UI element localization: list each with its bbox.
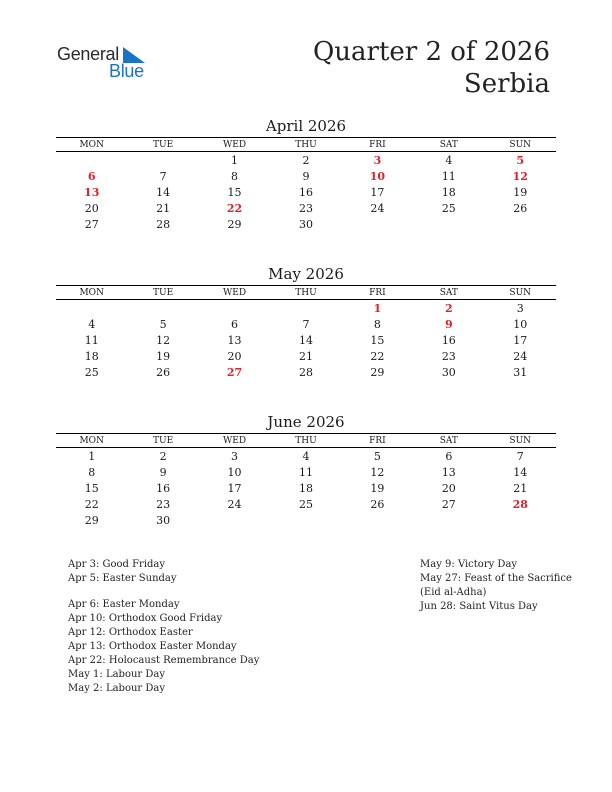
day-cell: 21: [156, 201, 171, 215]
day-cell: 14: [513, 465, 528, 479]
day-cell: 30: [441, 365, 456, 379]
holiday-note: May 9: Victory Day: [420, 559, 518, 570]
day-cell: 29: [370, 365, 385, 379]
day-cell: 25: [298, 497, 313, 511]
day-cell: 31: [513, 365, 528, 379]
day-cell: 7: [159, 169, 167, 183]
day-cell: 27: [441, 497, 456, 511]
week-row: [56, 316, 556, 332]
weekday-header: MON: [79, 435, 104, 446]
day-cell: 3: [231, 449, 239, 463]
holiday-note: Apr 5: Easter Sunday: [68, 573, 177, 584]
week-row: [56, 152, 556, 168]
day-cell: 24: [227, 497, 242, 511]
day-cell: 23: [441, 349, 456, 363]
day-cell: 6: [445, 449, 453, 463]
day-cell: 16: [156, 481, 171, 495]
day-cell: 15: [227, 185, 242, 199]
week-row: [56, 364, 556, 380]
logo-word-blue: Blue: [109, 61, 144, 81]
holiday-note: May 2: Labour Day: [68, 683, 165, 694]
day-cell: 13: [441, 465, 456, 479]
day-cell: 12: [156, 333, 171, 347]
weekday-header: FRI: [369, 435, 386, 446]
day-cell: 4: [445, 153, 453, 167]
day-cell: 20: [227, 349, 242, 363]
weekday-header: WED: [223, 435, 247, 446]
day-cell: 10: [513, 317, 528, 331]
page-title: [313, 36, 550, 100]
weekday-header: THU: [295, 139, 317, 150]
month-may: [56, 265, 556, 380]
week-row: [56, 200, 556, 216]
weekday-header: TUE: [153, 139, 174, 150]
day-cell: 14: [156, 185, 171, 199]
month-name: June 2026: [267, 413, 345, 431]
day-cell: 20: [84, 201, 99, 215]
day-cell: 1: [88, 449, 96, 463]
day-cell: 28: [156, 217, 171, 231]
day-cell: 23: [298, 201, 313, 215]
holiday-note: Apr 22: Holocaust Remembrance Day: [68, 655, 260, 666]
day-cell: 6: [231, 317, 239, 331]
weekday-header: THU: [295, 435, 317, 446]
week-row: [56, 464, 556, 480]
day-cell: 8: [373, 317, 381, 331]
day-cell: 8: [88, 465, 96, 479]
day-cell: 25: [441, 201, 456, 215]
day-cell: 4: [88, 317, 96, 331]
day-cell: 22: [84, 497, 99, 511]
holiday-list-left: [68, 558, 259, 696]
day-cell: 24: [513, 349, 528, 363]
weekday-header: FRI: [369, 287, 386, 298]
holiday-note: Apr 12: Orthodox Easter: [68, 627, 193, 638]
day-cell: 22: [370, 349, 385, 363]
day-cell: 29: [227, 217, 242, 231]
month-name: April 2026: [265, 117, 347, 135]
day-cell: 9: [159, 465, 167, 479]
week-row: [56, 168, 556, 184]
holiday-day-cell: 1: [373, 301, 382, 315]
weekday-header: MON: [79, 287, 104, 298]
weekday-header: THU: [295, 287, 317, 298]
holiday-note: Apr 10: Orthodox Good Friday: [68, 613, 223, 624]
day-cell: 26: [370, 497, 385, 511]
week-row: [56, 332, 556, 348]
holiday-day-cell: 9: [444, 317, 453, 331]
week-row: [56, 216, 556, 232]
week-row: [56, 300, 556, 316]
month-june: [56, 413, 556, 528]
holiday-note: May 1: Labour Day: [68, 669, 165, 680]
weekday-header: TUE: [153, 287, 174, 298]
day-cell: 5: [159, 317, 167, 331]
holiday-day-cell: 3: [373, 153, 382, 167]
weekday-header: TUE: [153, 435, 174, 446]
weekday-header: WED: [223, 139, 247, 150]
general-blue-logo: [57, 44, 157, 84]
day-cell: 16: [298, 185, 313, 199]
day-cell: 1: [231, 153, 239, 167]
weekday-header: SAT: [439, 139, 458, 150]
day-cell: 18: [298, 481, 313, 495]
day-cell: 9: [302, 169, 310, 183]
holiday-note: May 27: Feast of the Sacrifice: [420, 573, 572, 584]
weekday-header-row: [56, 137, 556, 152]
holiday-day-cell: 13: [84, 185, 100, 199]
month-name: May 2026: [268, 265, 344, 283]
day-cell: 16: [441, 333, 456, 347]
holiday-note: Apr 13: Orthodox Easter Monday: [68, 641, 237, 652]
day-cell: 26: [156, 365, 171, 379]
day-cell: 14: [298, 333, 313, 347]
day-cell: 19: [513, 185, 528, 199]
day-cell: 17: [227, 481, 242, 495]
day-cell: 10: [227, 465, 242, 479]
holiday-day-cell: 5: [516, 153, 525, 167]
day-cell: 11: [298, 465, 313, 479]
day-cell: 3: [516, 301, 524, 315]
holiday-day-cell: 6: [87, 169, 96, 183]
day-cell: 28: [298, 365, 313, 379]
day-cell: 2: [159, 449, 167, 463]
day-cell: 7: [302, 317, 310, 331]
logo-word-general: General: [57, 44, 119, 64]
weekday-header: MON: [79, 139, 104, 150]
day-cell: 25: [84, 365, 99, 379]
day-cell: 30: [298, 217, 313, 231]
day-cell: 11: [441, 169, 456, 183]
holiday-note: Apr 6: Easter Monday: [68, 599, 180, 610]
weekday-header: SAT: [439, 287, 458, 298]
day-cell: 12: [370, 465, 385, 479]
day-cell: 27: [84, 217, 99, 231]
holiday-day-cell: 28: [512, 497, 528, 511]
week-row: [56, 184, 556, 200]
day-cell: 18: [84, 349, 99, 363]
day-cell: 15: [84, 481, 99, 495]
day-cell: 26: [513, 201, 528, 215]
day-cell: 17: [513, 333, 528, 347]
day-cell: 11: [84, 333, 99, 347]
day-cell: 4: [302, 449, 310, 463]
holiday-note: Jun 28: Saint Vitus Day: [420, 601, 538, 612]
day-cell: 8: [231, 169, 239, 183]
day-cell: 7: [516, 449, 524, 463]
holiday-note: (Eid al-Adha): [420, 587, 487, 598]
quarter-title: Quarter 2 of 2026: [312, 37, 550, 67]
week-row: [56, 348, 556, 364]
holiday-day-cell: 2: [444, 301, 453, 315]
day-cell: 19: [370, 481, 385, 495]
day-cell: 21: [298, 349, 313, 363]
month-april: [56, 117, 556, 232]
weekday-header: SUN: [509, 139, 532, 150]
day-cell: 13: [227, 333, 242, 347]
weekday-header: SUN: [509, 287, 532, 298]
holiday-day-cell: 12: [512, 169, 528, 183]
day-cell: 18: [441, 185, 456, 199]
day-cell: 2: [302, 153, 310, 167]
week-row: [56, 496, 556, 512]
holiday-list-right: [420, 558, 572, 614]
day-cell: 23: [156, 497, 171, 511]
weekday-header-row: [56, 285, 556, 300]
weekday-header: FRI: [369, 139, 386, 150]
day-cell: 17: [370, 185, 385, 199]
holiday-day-cell: 10: [369, 169, 386, 183]
week-row: [56, 448, 556, 464]
day-cell: 15: [370, 333, 385, 347]
day-cell: 20: [441, 481, 456, 495]
week-row: [56, 480, 556, 496]
holiday-note: Apr 3: Good Friday: [68, 559, 166, 570]
weekday-header: SAT: [439, 435, 458, 446]
holiday-day-cell: 27: [226, 365, 243, 379]
day-cell: 24: [370, 201, 385, 215]
holiday-day-cell: 22: [226, 201, 243, 215]
week-row: [56, 512, 556, 528]
day-cell: 21: [513, 481, 528, 495]
weekday-header-row: [56, 433, 556, 448]
country-title: Serbia: [463, 69, 550, 99]
day-cell: 29: [84, 513, 99, 527]
day-cell: 5: [373, 449, 381, 463]
weekday-header: WED: [223, 287, 247, 298]
day-cell: 19: [156, 349, 171, 363]
weekday-header: SUN: [509, 435, 532, 446]
day-cell: 30: [156, 513, 171, 527]
